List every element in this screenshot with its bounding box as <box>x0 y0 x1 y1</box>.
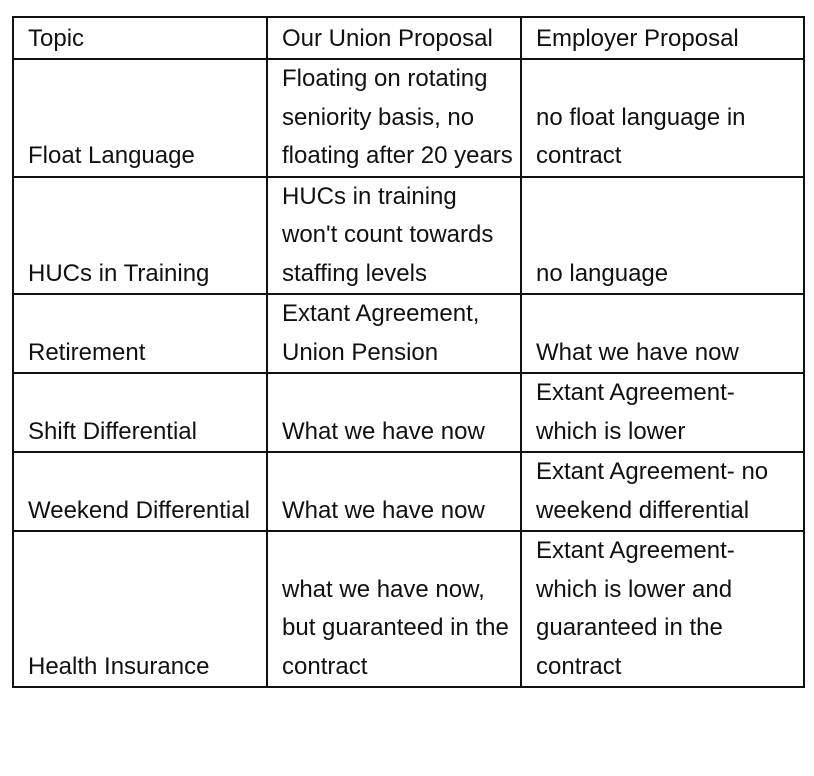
table-row <box>13 59 804 177</box>
topic-cell: Float Language <box>13 59 267 177</box>
header-topic: Topic <box>13 17 267 59</box>
topic-cell: Shift Differential <box>13 373 267 452</box>
table-row <box>13 452 804 531</box>
topic-cell: Health Insurance <box>13 531 267 687</box>
topic-cell: Weekend Differential <box>13 452 267 531</box>
table-header-row <box>13 17 804 59</box>
employer-proposal-cell: Extant Agreement- which is lower <box>521 373 804 452</box>
table-row <box>13 531 804 687</box>
union-proposal-cell: Floating on rotating seniority basis, no floating after 20 years <box>267 59 521 177</box>
union-proposal-cell: What we have now <box>267 373 521 452</box>
employer-proposal-cell: Extant Agreement- which is lower and guaranteed in the contract <box>521 531 804 687</box>
employer-proposal-cell: no float language in contract <box>521 59 804 177</box>
header-employer-proposal: Employer Proposal <box>521 17 804 59</box>
header-union-proposal: Our Union Proposal <box>267 17 521 59</box>
table-row <box>13 294 804 373</box>
employer-proposal-cell: no language <box>521 177 804 295</box>
employer-proposal-cell: Extant Agreement- no weekend differential <box>521 452 804 531</box>
table-row <box>13 373 804 452</box>
employer-proposal-cell: What we have now <box>521 294 804 373</box>
table-row <box>13 177 804 295</box>
proposal-comparison-table <box>12 16 805 688</box>
union-proposal-cell: what we have now, but guaranteed in the contract <box>267 531 521 687</box>
topic-cell: Retirement <box>13 294 267 373</box>
topic-cell: HUCs in Training <box>13 177 267 295</box>
union-proposal-cell: HUCs in training won't count towards staffing levels <box>267 177 521 295</box>
union-proposal-cell: Extant Agreement, Union Pension <box>267 294 521 373</box>
union-proposal-cell: What we have now <box>267 452 521 531</box>
